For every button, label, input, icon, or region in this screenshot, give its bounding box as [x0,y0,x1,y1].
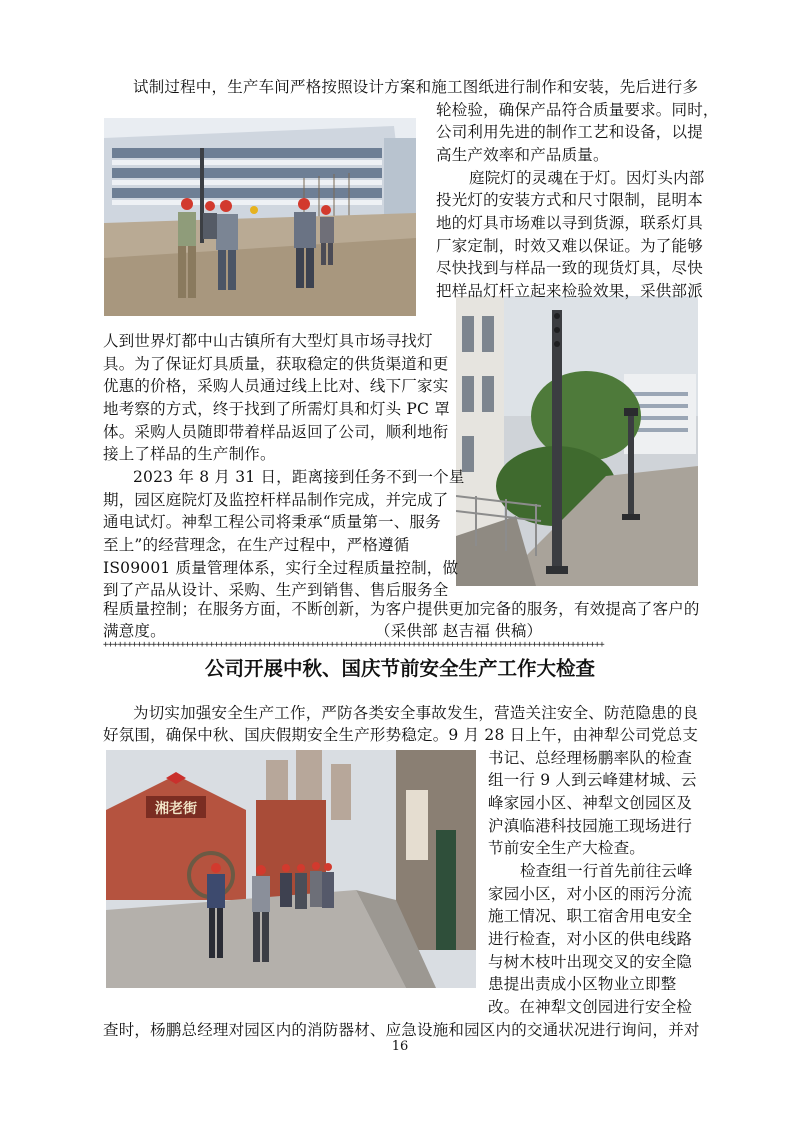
text-line: 具。为了保证灯具质量，获取稳定的供货渠道和更 [103,355,449,373]
text-line: 节前安全生产大检查。 [488,839,646,857]
text-line: 地的灯具市场难以寻到货源，联系灯具 [436,214,703,232]
photo-courtyard-lamp [456,296,698,586]
text-line: 检查组一行首先前往云峰 [520,862,693,880]
text-line: 地考察的方式，终于找到了所需灯具和灯头 PC 罩 [103,400,450,418]
text-line: 通电试灯。神犁工程公司将秉承“质量第一、服务 [103,513,441,531]
text-line: 至上”的经营理念，在生产过程中，严格遵循 [103,536,410,554]
text-line: 进行检查，对小区的供电线路 [488,930,693,948]
text-line: 期，园区庭院灯及监控杆样品制作完成，并完成了 [103,491,449,509]
street-sign: 湘老街 [155,801,197,817]
text-line: 公司利用先进的制作工艺和设备，以提 [436,123,703,141]
text-line: 改。在神犁文创园进行安全检 [488,998,693,1016]
text-line: 为切实加强安全生产工作，严防各类安全事故发生，营造关注安全、防范隐患的良 [133,704,699,722]
text-line: 接上了样品的生产制作。 [103,445,276,463]
text-line: 厂家定制，时效又难以保证。为了能够 [436,237,703,255]
text-line: 峰家园小区、神犁文创园区及 [488,794,693,812]
text-line: 程质量控制；在服务方面，不断创新，为客户提供更加完备的服务，有效提高了客户的 [103,600,700,618]
text-line: 人到世界灯都中山古镇所有大型灯具市场寻找灯 [103,332,433,350]
text-line: 轮检验，确保产品符合质量要求。同时， [436,101,719,119]
text-line: 沪滇临港科技园施工现场进行 [488,817,693,835]
byline: （采供部 赵吉福 供稿） [375,622,543,640]
text-line: 患提出责成小区物业立即整 [488,975,677,993]
section-divider: ++++++++++++++++++++++++++++++++++++++++++++++++++++++++++++++++++++++++++++++++++++++++++++++++++++++++ [103,640,605,650]
text-line: 2023 年 8 月 31 日，距离接到任务不到一个星 [133,468,465,486]
text-line: 好氛围，确保中秋、国庆假期安全生产形势稳定。9 月 28 日上午，由神犁公司党总支 [103,726,699,744]
text-line: 高生产效率和产品质量。 [436,146,609,164]
text-line: 查时，杨鹏总经理对园区内的消防器材、应急设施和园区内的交通状况进行询问，并对 [103,1021,700,1039]
text-line: 试制过程中，生产车间严格按照设计方案和施工图纸进行制作和安装，先后进行多 [133,78,699,96]
text-line: 书记、总经理杨鹏率队的检查 [488,749,693,767]
text-line: 尽快找到与样品一致的现货灯具，尽快 [436,259,703,277]
text-line: 满意度。 [103,622,166,640]
text-line: 优惠的价格，采购人员通过线上比对、线下厂家实 [103,377,449,395]
text-line: 与树木枝叶出现交叉的安全隐 [488,953,693,971]
text-line: 家园小区，对小区的雨污分流 [488,885,693,903]
text-line: 体。采购人员随即带着样品返回了公司，顺利地衔 [103,423,449,441]
text-line: 到了产品从设计、采购、生产到销售、售后服务全 [103,581,449,599]
page-number: 16 [391,1039,409,1054]
text-line: 施工情况、职工宿舍用电安全 [488,907,693,925]
text-line: 把样品灯杆立起来检验效果，采供部派 [436,282,703,300]
text-line: 庭院灯的灵魂在于灯。因灯头内部 [469,169,705,187]
text-line: 投光灯的安装方式和尺寸限制，昆明本 [436,191,703,209]
photo-inspection-team [106,750,476,988]
text-line: 组一行 9 人到云峰建材城、云 [488,771,697,789]
photo-construction-site [104,118,416,316]
text-line: IS09001 质量管理体系，实行全过程质量控制，做 [103,559,459,577]
article-title: 公司开展中秋、国庆节前安全生产工作大检查 [204,657,595,680]
